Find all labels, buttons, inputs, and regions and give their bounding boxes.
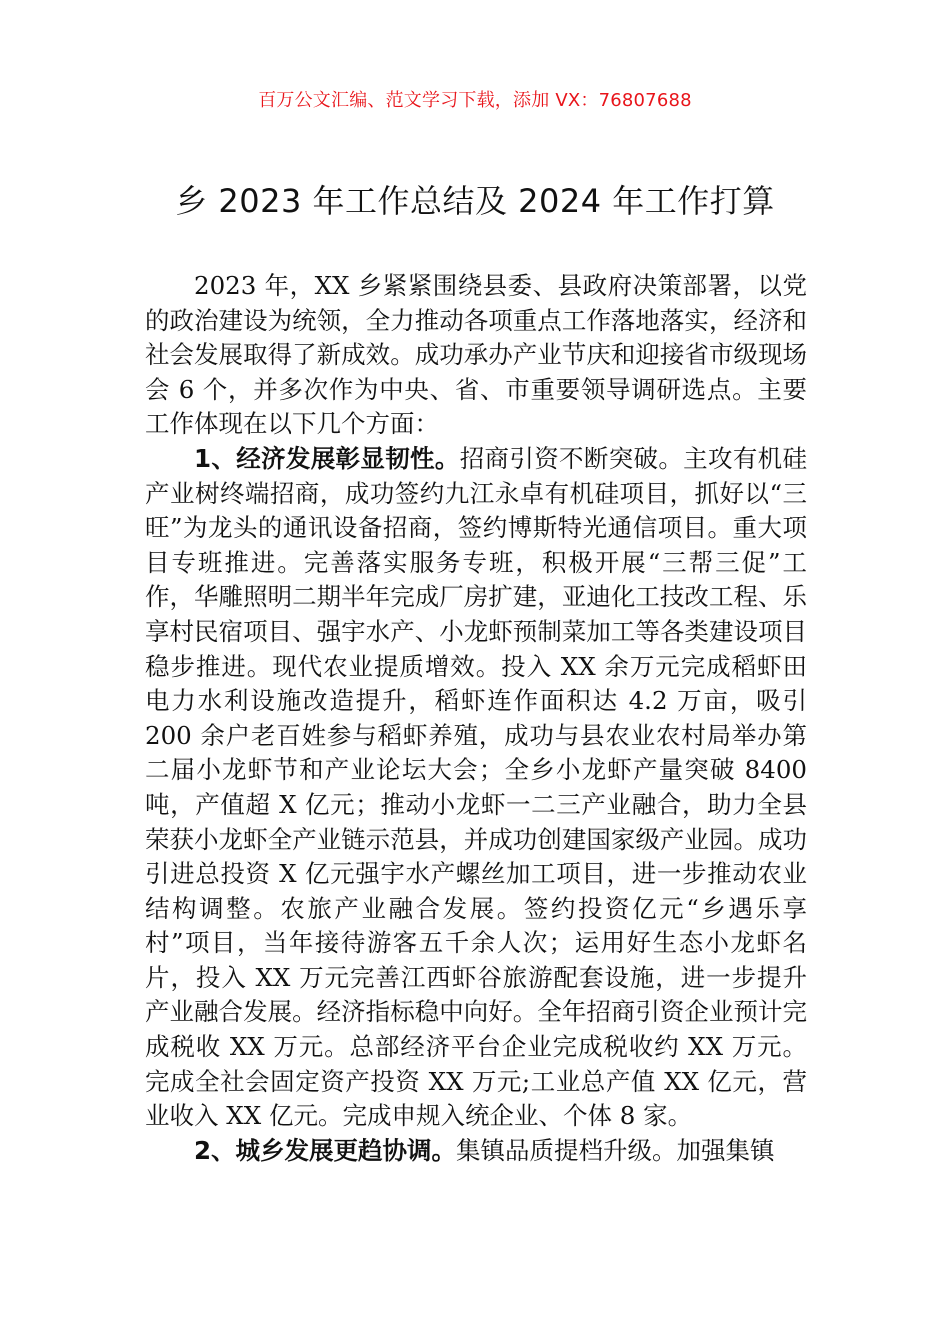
paragraph-text: 招商引资不断突破。主攻有机硅产业树终端招商，成功签约九江永卓有机硅项目，抓好以“三旺”为龙头的通讯设备招商，签约博斯特光通信项目。重大项目专班推进。完善落实服务专班，积极开展“三帮三促”工作，华雕照明二期半年完成厂房扩建，亚迪化工技改工程、乐享村民宿项目、强宇水产、小龙虾预制菜加工等各类建设项目稳步推进。现代农业提质增效。投入 XX 余万元完成稻虾田电力水利设施改造提升，稻虾连作面积达 4.2 万亩，吸引 200 余户老百姓参与稻虾养殖，成功与县农业农村局举办第二届小龙虾节和产业论坛大会；全乡小龙虾产量突破 8400 吨，产值超 X 亿元；推动小龙虾一二三产业融合，助力全县荣获小龙虾全产业链示范县，并成功创建国家级产业园。成功引进总投资 X 亿元强宇水产螺丝加工项目，进一步推动农业结构调整。农旅产业融合发展。签约投资亿元“乡遇乐享村”项目，当年接待游客五千余人次；运用好生态小龙虾名片，投入 XX 万元完善江西虾谷旅游配套设施，进一步提升产业融合发展。经济指标稳中向好。全年招商引资企业预计完成税收 XX 万元。总部经济平台企业完成税收约 XX 万元。完成全社会固定资产投资 XX 万元;工业总产值 XX 亿元，营业收入 XX 亿元。完成申规入统企业、个体 8 家。	[145, 443, 808, 1131]
paragraph-text: 2023 年，XX 乡紧紧围绕县委、县政府决策部署，以党的政治建设为统领，全力推动各项重点工作落地落实，经济和社会发展取得了新成效。成功承办产业节庆和迎接省市级现场会 6 个，并多次作为中央、省、市重要领导调研选点。主要工作体现在以下几个方面：	[145, 271, 807, 439]
paragraph-economy	[145, 442, 807, 1134]
paragraph-text: 集镇品质提档升级。加强集镇	[456, 1135, 775, 1165]
paragraph-heading: 2、城乡发展更趋协调。	[194, 1135, 457, 1165]
header-note: 百万公文汇编、范文学习下载，添加 VX：76807688	[258, 90, 692, 111]
paragraph-heading: 1、经济发展彰显韧性。	[194, 443, 460, 473]
paragraph-intro	[145, 269, 807, 442]
document-title: 乡 2023 年工作总结及 2024 年工作打算	[175, 182, 775, 220]
paragraph-urban-rural	[145, 1134, 807, 1169]
document-body	[145, 269, 807, 1168]
